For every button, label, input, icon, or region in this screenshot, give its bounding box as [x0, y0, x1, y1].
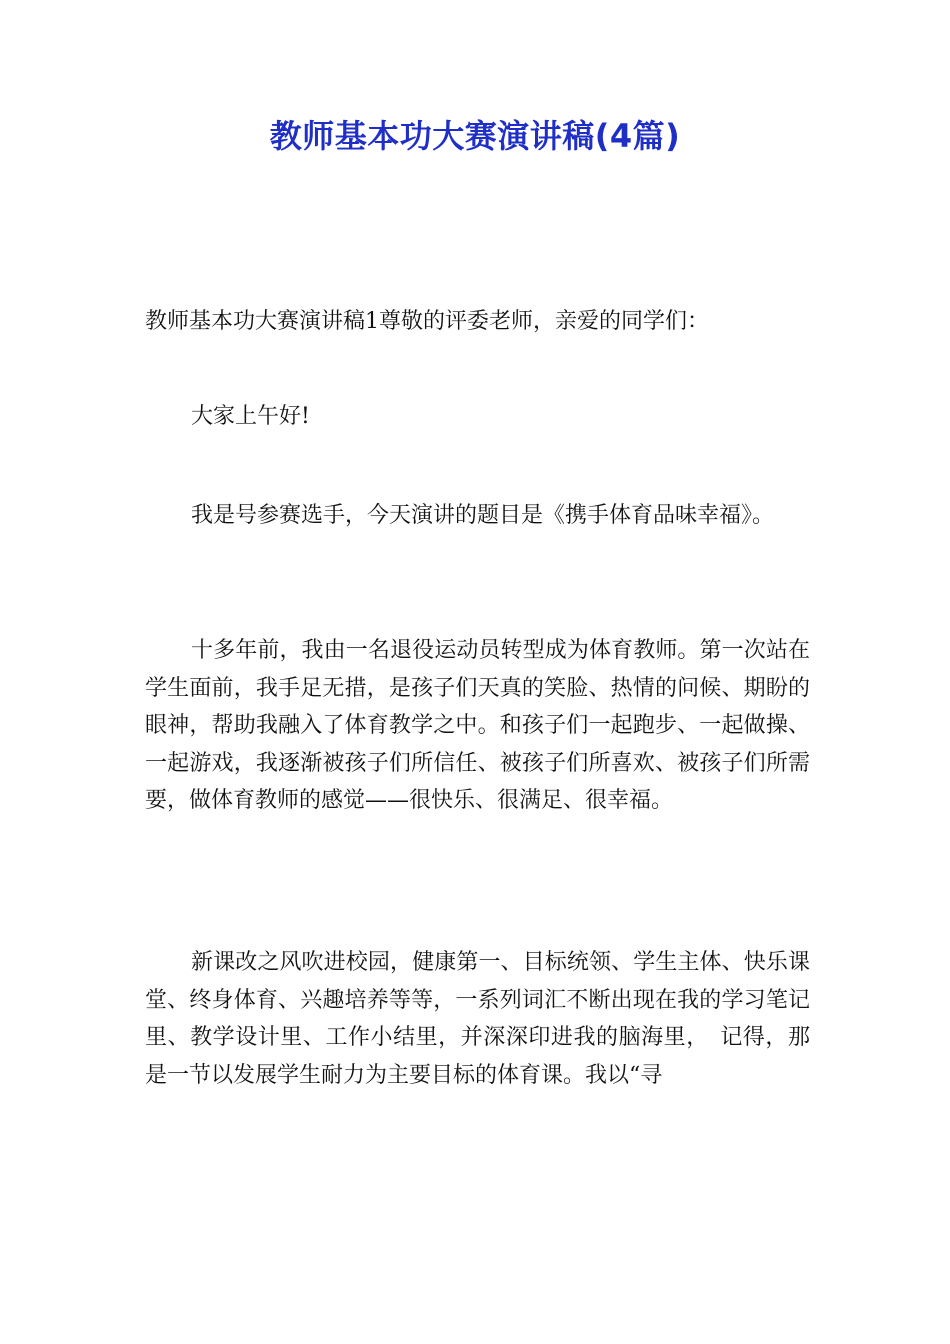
paragraph-curriculum-reform: 新课改之风吹进校园，健康第一、目标统领、学生主体、快乐课堂、终身体育、兴趣培养等等，一系列词汇不断出现在我的学习笔记里、教学设计里、工作小结里，并深深印进我的脑海里， 记得，那是一节以发展学生耐力为主要目标的体育课。我以“寻 [145, 950, 810, 1088]
document-title: 教师基本功大赛演讲稿(4篇) [269, 117, 681, 155]
paragraph-background: 十多年前，我由一名退役运动员转型成为体育教师。第一次站在学生面前，我手足无措，是孩子们天真的笑脸、热情的问候、期盼的眼神，帮助我融入了体育教学之中。和孩子们一起跑步、一起做操、一起游戏，我逐渐被孩子们所信任、被孩子们所喜欢、被孩子们所需要，做体育教师的感觉——很快乐、很满足、很幸福。 [145, 638, 810, 814]
paragraph-salutation: 大家上午好! [191, 404, 310, 429]
paragraph-topic: 我是号参赛选手，今天演讲的题目是《携手体育品味幸福》。 [191, 503, 775, 528]
paragraph-greeting: 教师基本功大赛演讲稿1尊敬的评委老师，亲爱的同学们： [145, 309, 709, 334]
